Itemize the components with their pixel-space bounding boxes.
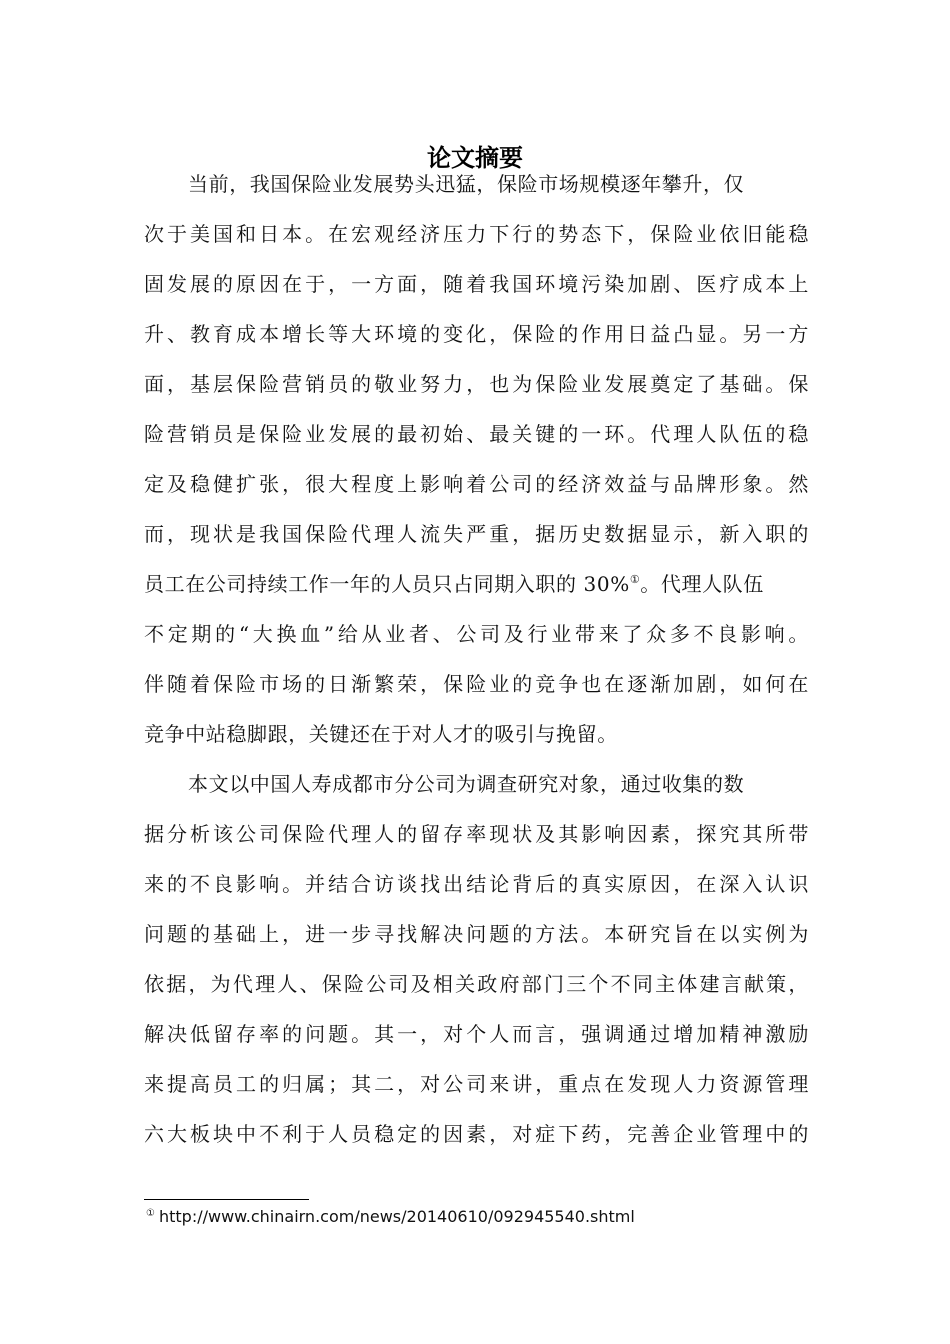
text-line: 来提高员工的归属；其二，对公司来讲，重点在发现人力资源管理 bbox=[144, 1072, 809, 1096]
page-title: 论文摘要 bbox=[427, 144, 523, 173]
text-line: 次于美国和日本。在宏观经济压力下行的势态下，保险业依旧能稳 bbox=[144, 222, 809, 246]
footnote bbox=[146, 1206, 635, 1228]
paragraph-2 bbox=[144, 764, 809, 1164]
text-line: 升、教育成本增长等大环境的变化，保险的作用日益凸显。另一方 bbox=[144, 322, 809, 346]
footnote-divider bbox=[144, 1199, 309, 1200]
text-line: 来的不良影响。并结合访谈找出结论背后的真实原因，在深入认识 bbox=[144, 872, 809, 896]
text-line: 据分析该公司保险代理人的留存率现状及其影响因素，探究其所带 bbox=[144, 822, 809, 846]
text-line: 六大板块中不利于人员稳定的因素，对症下药，完善企业管理中的 bbox=[144, 1122, 809, 1146]
text-line: 本文以中国人寿成都市分公司为调查研究对象，通过收集的数 bbox=[188, 772, 745, 796]
text-line: 依据，为代理人、保险公司及相关政府部门三个不同主体建言献策， bbox=[144, 972, 809, 996]
text-line: 而，现状是我国保险代理人流失严重，据历史数据显示，新入职的 bbox=[144, 522, 809, 546]
text-line: 伴随着保险市场的日渐繁荣，保险业的竞争也在逐渐加剧，如何在 bbox=[144, 672, 809, 696]
footnote-marker: ① bbox=[146, 1208, 155, 1219]
text-line: 问题的基础上，进一步寻找解决问题的方法。本研究旨在以实例为 bbox=[144, 922, 809, 946]
text-line: 面，基层保险营销员的敬业努力，也为保险业发展奠定了基础。保 bbox=[144, 372, 809, 396]
text-line: 竞争中站稳脚跟，关键还在于对人才的吸引与挽留。 bbox=[144, 722, 618, 746]
text-line-with-footnote bbox=[144, 564, 809, 614]
footnote-marker: ① bbox=[629, 573, 641, 586]
text-line: 当前，我国保险业发展势头迅猛，保险市场规模逐年攀升，仅 bbox=[188, 172, 745, 196]
text-segment: 员工在公司持续工作一年的人员只占同期入职的 30% bbox=[144, 572, 630, 596]
text-segment: 。代理人队伍 bbox=[640, 572, 764, 596]
text-line: 固发展的原因在于，一方面，随着我国环境污染加剧、医疗成本上 bbox=[144, 272, 809, 296]
paragraph-1 bbox=[144, 164, 809, 764]
footnote-url: http://www.chinairn.com/news/20140610/092945540.shtml bbox=[158, 1207, 635, 1226]
text-line: 定及稳健扩张，很大程度上影响着公司的经济效益与品牌形象。然 bbox=[144, 472, 809, 496]
text-line: 险营销员是保险业发展的最初始、最关键的一环。代理人队伍的稳 bbox=[144, 422, 809, 446]
text-line: 不定期的“大换血”给从业者、公司及行业带来了众多不良影响。 bbox=[144, 622, 809, 646]
text-line: 解决低留存率的问题。其一，对个人而言，强调通过增加精神激励 bbox=[144, 1022, 809, 1046]
